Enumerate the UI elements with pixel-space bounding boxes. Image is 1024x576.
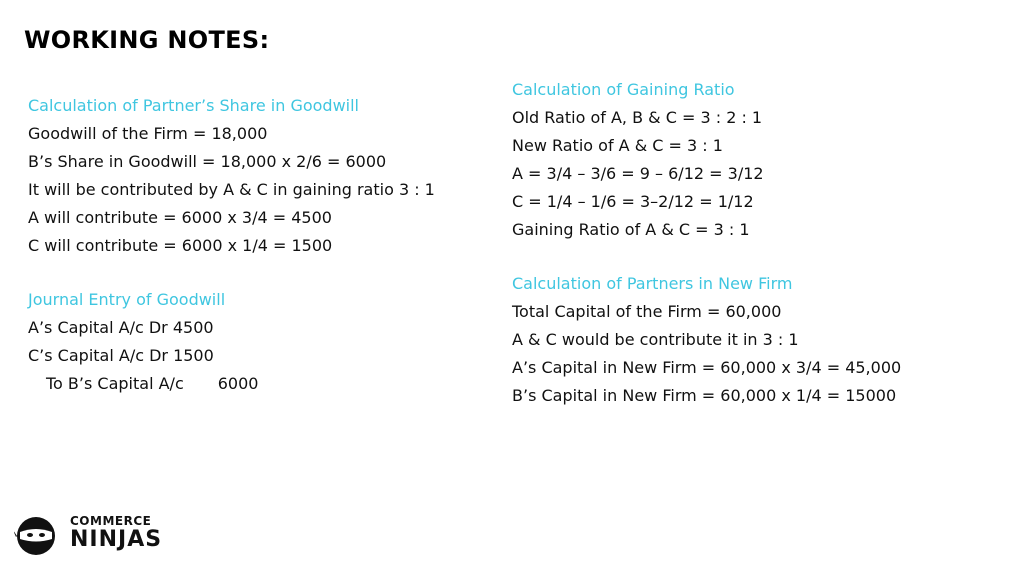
goodwill-share-line: A will contribute = 6000 x 3/4 = 4500 (28, 208, 332, 227)
gaining-ratio-line: A = 3/4 – 3/6 = 9 – 6/12 = 3/12 (512, 164, 764, 183)
new-firm-line: A & C would be contribute it in 3 : 1 (512, 330, 799, 349)
new-firm-heading: Calculation of Partners in New Firm (512, 274, 793, 293)
gaining-ratio-line: C = 1/4 – 1/6 = 3–2/12 = 1/12 (512, 192, 754, 211)
logo-bottom-text: NINJAS (70, 527, 163, 552)
journal-credit-line (28, 370, 488, 398)
gaining-ratio-line: Gaining Ratio of A & C = 3 : 1 (512, 220, 750, 239)
journal-credit-amount: 6000 (217, 374, 259, 393)
gaining-ratio-heading: Calculation of Gaining Ratio (512, 80, 735, 99)
new-firm-line: Total Capital of the Firm = 60,000 (512, 302, 782, 321)
new-firm-line: A’s Capital in New Firm = 60,000 x 3/4 = 45,000 (512, 358, 902, 377)
gaining-ratio-line: Old Ratio of A, B & C = 3 : 2 : 1 (512, 108, 763, 127)
left-column (28, 92, 488, 424)
commerce-ninjas-logo (14, 512, 163, 556)
gaining-ratio-line: New Ratio of A & C = 3 : 1 (512, 136, 723, 155)
right-column (512, 76, 992, 436)
goodwill-share-heading: Calculation of Partner’s Share in Goodwill (28, 96, 359, 115)
new-firm-line: B’s Capital in New Firm = 60,000 x 1/4 = 15000 (512, 386, 897, 405)
goodwill-share-line: C will contribute = 6000 x 1/4 = 1500 (28, 236, 333, 255)
new-firm-section (512, 270, 992, 410)
journal-entry-heading: Journal Entry of Goodwill (28, 290, 226, 309)
goodwill-share-line: B’s Share in Goodwill = 18,000 x 2/6 = 6000 (28, 152, 387, 171)
logo-top-text: COMMERCE (70, 514, 152, 528)
goodwill-share-section (28, 92, 488, 260)
journal-debit-line: C’s Capital A/c Dr 1500 (28, 346, 214, 365)
ninja-icon (14, 514, 58, 558)
journal-credit-label: To B’s Capital A/c (46, 374, 184, 393)
gaining-ratio-section (512, 76, 992, 244)
goodwill-share-line: It will be contributed by A & C in gaining ratio 3 : 1 (28, 180, 435, 199)
journal-debit-line: A’s Capital A/c Dr 4500 (28, 318, 214, 337)
journal-entry-section (28, 286, 488, 398)
page-title: WORKING NOTES: (24, 26, 270, 54)
goodwill-share-line: Goodwill of the Firm = 18,000 (28, 124, 268, 143)
